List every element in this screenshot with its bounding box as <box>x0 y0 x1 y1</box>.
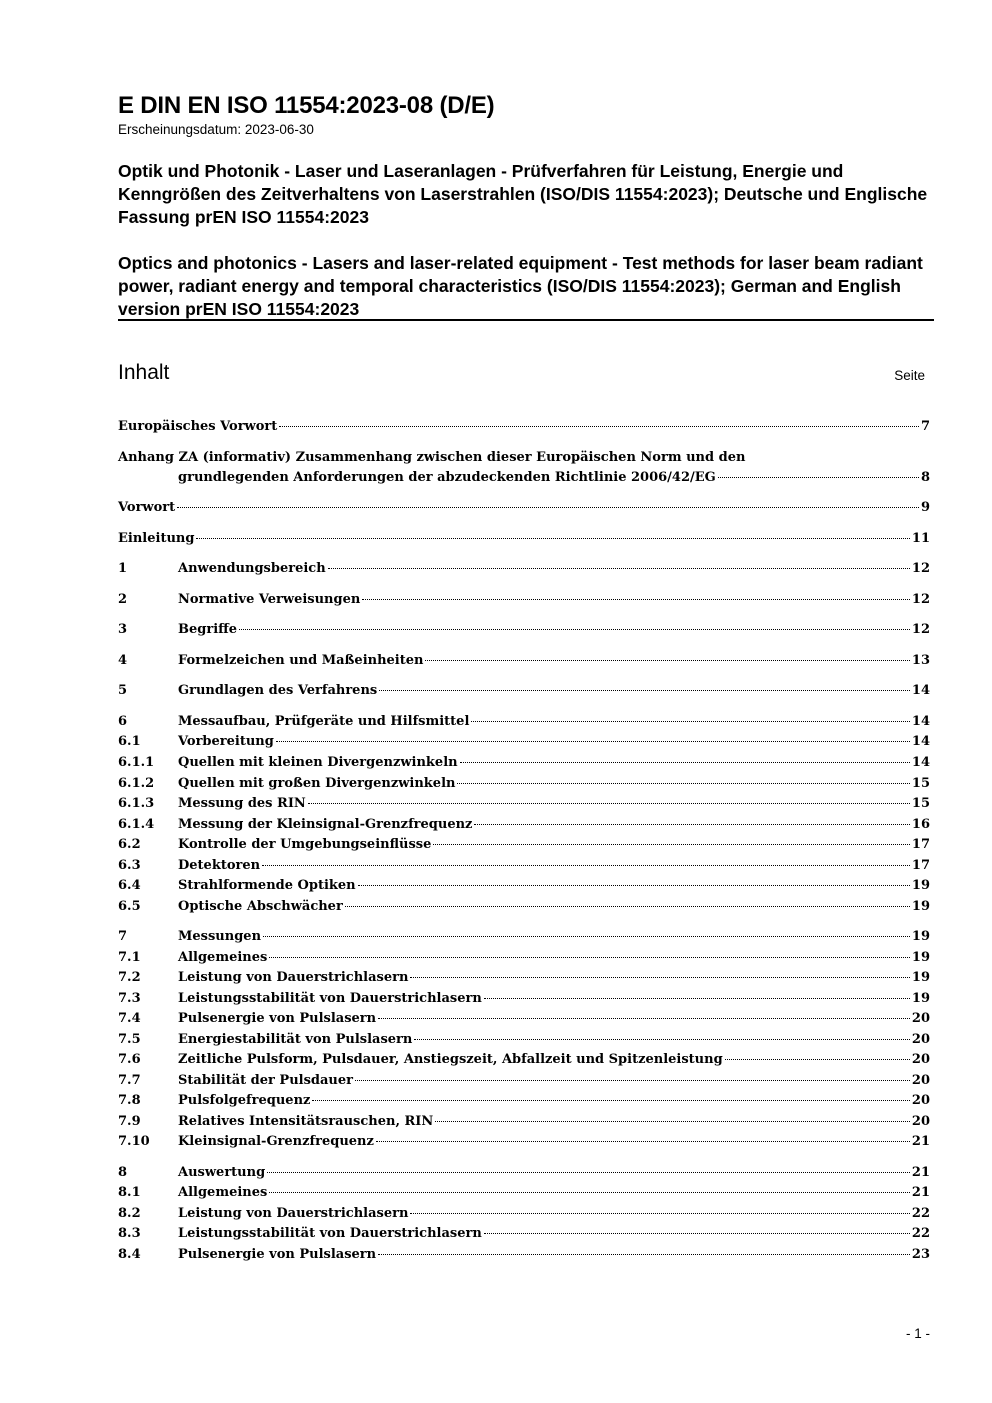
toc-entry-page: 17 <box>911 837 930 852</box>
toc-entry-number: 7.8 <box>118 1093 141 1108</box>
toc-entry-label: Optische Abschwächer <box>178 899 343 914</box>
toc-entry[interactable] <box>118 1204 930 1224</box>
toc-entry-page: 20 <box>911 1073 930 1088</box>
toc-entry-page: 19 <box>911 991 930 1006</box>
toc-entry[interactable] <box>118 897 930 917</box>
toc-entry-label: Leistung von Dauerstrichlasern <box>178 970 409 985</box>
toc-entry-number: 6.1 <box>118 734 141 749</box>
toc-entry-number: 6.5 <box>118 899 141 914</box>
toc-entry-number: 5 <box>118 683 128 698</box>
toc-entry-label: Europäisches Vorwort <box>118 419 278 434</box>
toc-entry[interactable] <box>118 815 930 835</box>
toc-entry-number: 6.2 <box>118 837 141 852</box>
toc-leader-dots <box>328 568 910 569</box>
toc-entry-label: Kontrolle der Umgebungseinflüsse <box>178 837 432 852</box>
toc-entry-number: 6.1.3 <box>118 796 155 811</box>
toc-leader-dots <box>410 977 910 978</box>
toc-entry-page: 19 <box>911 899 930 914</box>
toc-leader-dots <box>484 998 910 999</box>
standard-code: E DIN EN ISO 11554:2023-08 (D/E) <box>118 92 495 119</box>
toc-entry[interactable] <box>118 651 930 671</box>
toc-entry[interactable] <box>118 1071 930 1091</box>
toc-entry-page: 13 <box>911 653 930 668</box>
toc-entry-label: Einleitung <box>118 531 195 546</box>
toc-entry-number: 1 <box>118 561 128 576</box>
toc-entry-page: 23 <box>911 1247 930 1262</box>
toc-entry-page: 19 <box>911 929 930 944</box>
toc-entry-page: 21 <box>911 1134 930 1149</box>
toc-entry[interactable] <box>118 1245 930 1265</box>
toc-entry-label: Detektoren <box>178 858 261 873</box>
toc-leader-dots <box>425 660 909 661</box>
toc-entry-number: 6.4 <box>118 878 141 893</box>
toc-entry-number: 7.2 <box>118 970 141 985</box>
toc-entry-number: 8.3 <box>118 1226 141 1241</box>
toc-entry-label: Leistung von Dauerstrichlasern <box>178 1206 409 1221</box>
toc-entry[interactable] <box>118 948 930 968</box>
toc-entry-label: Relatives Intensitätsrauschen, RIN <box>178 1114 434 1129</box>
toc-entry[interactable] <box>118 794 930 814</box>
toc-entry-label: Pulsfolgefrequenz <box>178 1093 311 1108</box>
toc-entry-number: 6.1.1 <box>118 755 155 770</box>
toc-entry-number: 3 <box>118 622 128 637</box>
toc-entry-page: 20 <box>911 1032 930 1047</box>
toc-entry-page: 21 <box>911 1165 930 1180</box>
toc-entry[interactable] <box>118 989 930 1009</box>
toc-entry[interactable] <box>118 876 930 896</box>
toc-entry[interactable] <box>118 498 930 518</box>
toc-entry[interactable] <box>118 1112 930 1132</box>
toc-entry[interactable] <box>118 681 930 701</box>
toc-entry[interactable] <box>118 1163 930 1183</box>
toc-leader-dots <box>177 507 919 508</box>
toc-entry-label: Anwendungsbereich <box>178 561 326 576</box>
toc-entry-label: Energiestabilität von Pulslasern <box>178 1032 413 1047</box>
toc-entry-number: 6.3 <box>118 858 141 873</box>
toc-entry[interactable] <box>118 1009 930 1029</box>
toc-entry[interactable] <box>118 529 930 549</box>
toc-entry[interactable] <box>118 732 930 752</box>
toc-entry-page: 14 <box>911 714 930 729</box>
toc-entry-page: 22 <box>911 1226 930 1241</box>
toc-leader-dots <box>474 824 909 825</box>
toc-leader-dots <box>267 1172 910 1173</box>
toc-entry-page: 21 <box>911 1185 930 1200</box>
toc-entry-label: Zeitliche Pulsform, Pulsdauer, Anstiegszeit, Abfallzeit und Spitzenleistung <box>178 1052 723 1067</box>
toc-leader-dots <box>433 844 910 845</box>
toc-leader-dots <box>435 1121 910 1122</box>
toc-entry-label: Quellen mit großen Divergenzwinkeln <box>178 776 456 791</box>
title-divider <box>118 319 934 321</box>
toc-entry[interactable] <box>118 1132 930 1152</box>
toc-entry-number: 6.1.2 <box>118 776 155 791</box>
toc-entry-label: Pulsenergie von Pulslasern <box>178 1247 377 1262</box>
toc-leader-dots <box>262 865 910 866</box>
toc-entry-page: 8 <box>920 470 930 485</box>
toc-entry-page: 9 <box>920 500 930 515</box>
toc-entry-number: 2 <box>118 592 128 607</box>
toc-entry-number: 7.4 <box>118 1011 141 1026</box>
toc-page-column-label: Seite <box>894 368 925 383</box>
toc-entry-label: Anhang ZA (informativ) Zusammenhang zwischen dieser Europäischen Norm und den <box>118 450 746 465</box>
toc-entry[interactable] <box>118 753 930 773</box>
title-english: Optics and photonics - Lasers and laser-related equipment - Test methods for laser beam radiant power, radiant energy and temporal characteristics (ISO/DIS 11554:2023); German and English version prEN ISO 11554:2023 <box>118 253 923 319</box>
toc-entry-page: 19 <box>911 950 930 965</box>
toc-entry-page: 20 <box>911 1114 930 1129</box>
toc-entry-label: Messaufbau, Prüfgeräte und Hilfsmittel <box>178 714 470 729</box>
toc-entry-page: 12 <box>911 561 930 576</box>
toc-entry-page: 14 <box>911 734 930 749</box>
toc-leader-dots <box>308 803 910 804</box>
toc-leader-dots <box>263 936 910 937</box>
toc-entry[interactable] <box>118 417 930 437</box>
toc-entry-page: 20 <box>911 1052 930 1067</box>
toc-leader-dots <box>725 1059 910 1060</box>
toc-entry-label: Messung des RIN <box>178 796 306 811</box>
toc-leader-dots <box>355 1080 910 1081</box>
toc-entry-page: 20 <box>911 1011 930 1026</box>
toc-leader-dots <box>414 1039 910 1040</box>
toc-entry[interactable] <box>118 856 930 876</box>
publication-date: Erscheinungsdatum: 2023-06-30 <box>118 122 314 137</box>
toc-leader-dots <box>379 690 910 691</box>
toc-entry-label: Grundlagen des Verfahrens <box>178 683 378 698</box>
toc-entry-label: Formelzeichen und Maßeinheiten <box>178 653 424 668</box>
toc-leader-dots <box>269 1192 910 1193</box>
toc-entry-label-continued: grundlegenden Anforderungen der abzudeckenden Richtlinie 2006/42/EG <box>178 470 716 485</box>
toc-entry-label: Messung der Kleinsignal-Grenzfrequenz <box>178 817 473 832</box>
toc-entry[interactable] <box>118 712 930 732</box>
toc-entry-page: 12 <box>911 592 930 607</box>
toc-leader-dots <box>362 599 910 600</box>
toc-entry-number: 7.7 <box>118 1073 141 1088</box>
toc-entry-page: 17 <box>911 858 930 873</box>
toc-leader-dots <box>471 721 910 722</box>
toc-leader-dots <box>196 538 909 539</box>
toc-leader-dots <box>718 477 919 478</box>
toc-entry[interactable] <box>118 1183 930 1203</box>
toc-leader-dots <box>378 1254 910 1255</box>
toc-entry[interactable] <box>118 448 930 488</box>
toc-entry-label: Normative Verweisungen <box>178 592 361 607</box>
toc-entry-page: 15 <box>911 796 930 811</box>
page-number: - 1 - <box>905 1326 930 1341</box>
toc-leader-dots <box>269 957 910 958</box>
toc-entry-page: 15 <box>911 776 930 791</box>
toc-entry-label: Pulsenergie von Pulslasern <box>178 1011 377 1026</box>
toc-entry-label: Allgemeines <box>178 1185 268 1200</box>
toc-entry-label: Vorbereitung <box>178 734 274 749</box>
toc-leader-dots <box>358 885 910 886</box>
toc-entry[interactable] <box>118 968 930 988</box>
toc-leader-dots <box>276 741 910 742</box>
toc-entry[interactable] <box>118 774 930 794</box>
toc-entry-page: 11 <box>911 531 930 546</box>
toc-entry-number: 4 <box>118 653 128 668</box>
toc-entry[interactable] <box>118 927 930 947</box>
toc-entry-page: 19 <box>911 878 930 893</box>
toc-entry-number: 8.1 <box>118 1185 141 1200</box>
toc-entry-label: Leistungsstabilität von Dauerstrichlasern <box>178 991 482 1006</box>
toc-entry-page: 20 <box>911 1093 930 1108</box>
toc-entry-number: 8 <box>118 1165 128 1180</box>
toc-entry[interactable] <box>118 590 930 610</box>
title-german: Optik und Photonik - Laser und Laseranlagen - Prüfverfahren für Leistung, Energie und Kenngrößen des Zeitverhaltens von Laserstrahlen (ISO/DIS 11554:2023); Deutsche und Englische Fassung prEN ISO 11554:2023 <box>118 161 928 227</box>
toc-entry-number: 7.6 <box>118 1052 141 1067</box>
toc-leader-dots <box>378 1018 910 1019</box>
toc-entry-number: 7.9 <box>118 1114 141 1129</box>
toc-entry-page: 12 <box>911 622 930 637</box>
toc-leader-dots <box>410 1213 910 1214</box>
toc-entry-label: Begriffe <box>178 622 238 637</box>
toc-entry-number: 8.4 <box>118 1247 141 1262</box>
toc-entry-number: 6 <box>118 714 128 729</box>
toc-leader-dots <box>345 906 910 907</box>
toc-entry-number: 6.1.4 <box>118 817 155 832</box>
toc-entry[interactable] <box>118 1224 930 1244</box>
toc-entry-label: Kleinsignal-Grenzfrequenz <box>178 1134 374 1149</box>
toc-entry-label: Strahlformende Optiken <box>178 878 356 893</box>
toc-entry-number: 7.10 <box>118 1134 150 1149</box>
toc-entry-label: Auswertung <box>178 1165 266 1180</box>
toc-entry-label: Leistungsstabilität von Dauerstrichlasern <box>178 1226 482 1241</box>
toc-entry-number: 7 <box>118 929 128 944</box>
toc-entry[interactable] <box>118 1091 930 1111</box>
toc-leader-dots <box>484 1233 910 1234</box>
toc-entry-label: Quellen mit kleinen Divergenzwinkeln <box>178 755 458 770</box>
toc-entry-number: 7.1 <box>118 950 141 965</box>
toc-entry[interactable] <box>118 559 930 579</box>
toc-leader-dots <box>279 426 919 427</box>
toc-entry-number: 8.2 <box>118 1206 141 1221</box>
toc-entry-label: Stabilität der Pulsdauer <box>178 1073 353 1088</box>
toc-entry-label: Messungen <box>178 929 262 944</box>
toc-entry[interactable] <box>118 835 930 855</box>
toc-entry[interactable] <box>118 620 930 640</box>
toc-entry-page: 16 <box>911 817 930 832</box>
toc-entry-number: 7.3 <box>118 991 141 1006</box>
toc-entry[interactable] <box>118 1050 930 1070</box>
toc-entry-page: 14 <box>911 683 930 698</box>
toc-leader-dots <box>239 629 910 630</box>
toc-leader-dots <box>376 1141 910 1142</box>
toc-entry-label: Allgemeines <box>178 950 268 965</box>
toc-entry[interactable] <box>118 1030 930 1050</box>
toc-leader-dots <box>460 762 910 763</box>
toc-leader-dots <box>457 783 909 784</box>
toc-entry-page: 22 <box>911 1206 930 1221</box>
toc-heading: Inhalt <box>118 361 170 384</box>
toc-entry-page: 19 <box>911 970 930 985</box>
toc-entry-page: 7 <box>920 419 930 434</box>
toc-leader-dots <box>312 1100 910 1101</box>
toc-entry-page: 14 <box>911 755 930 770</box>
toc-entry-label: Vorwort <box>118 500 176 515</box>
toc-entry-number: 7.5 <box>118 1032 141 1047</box>
